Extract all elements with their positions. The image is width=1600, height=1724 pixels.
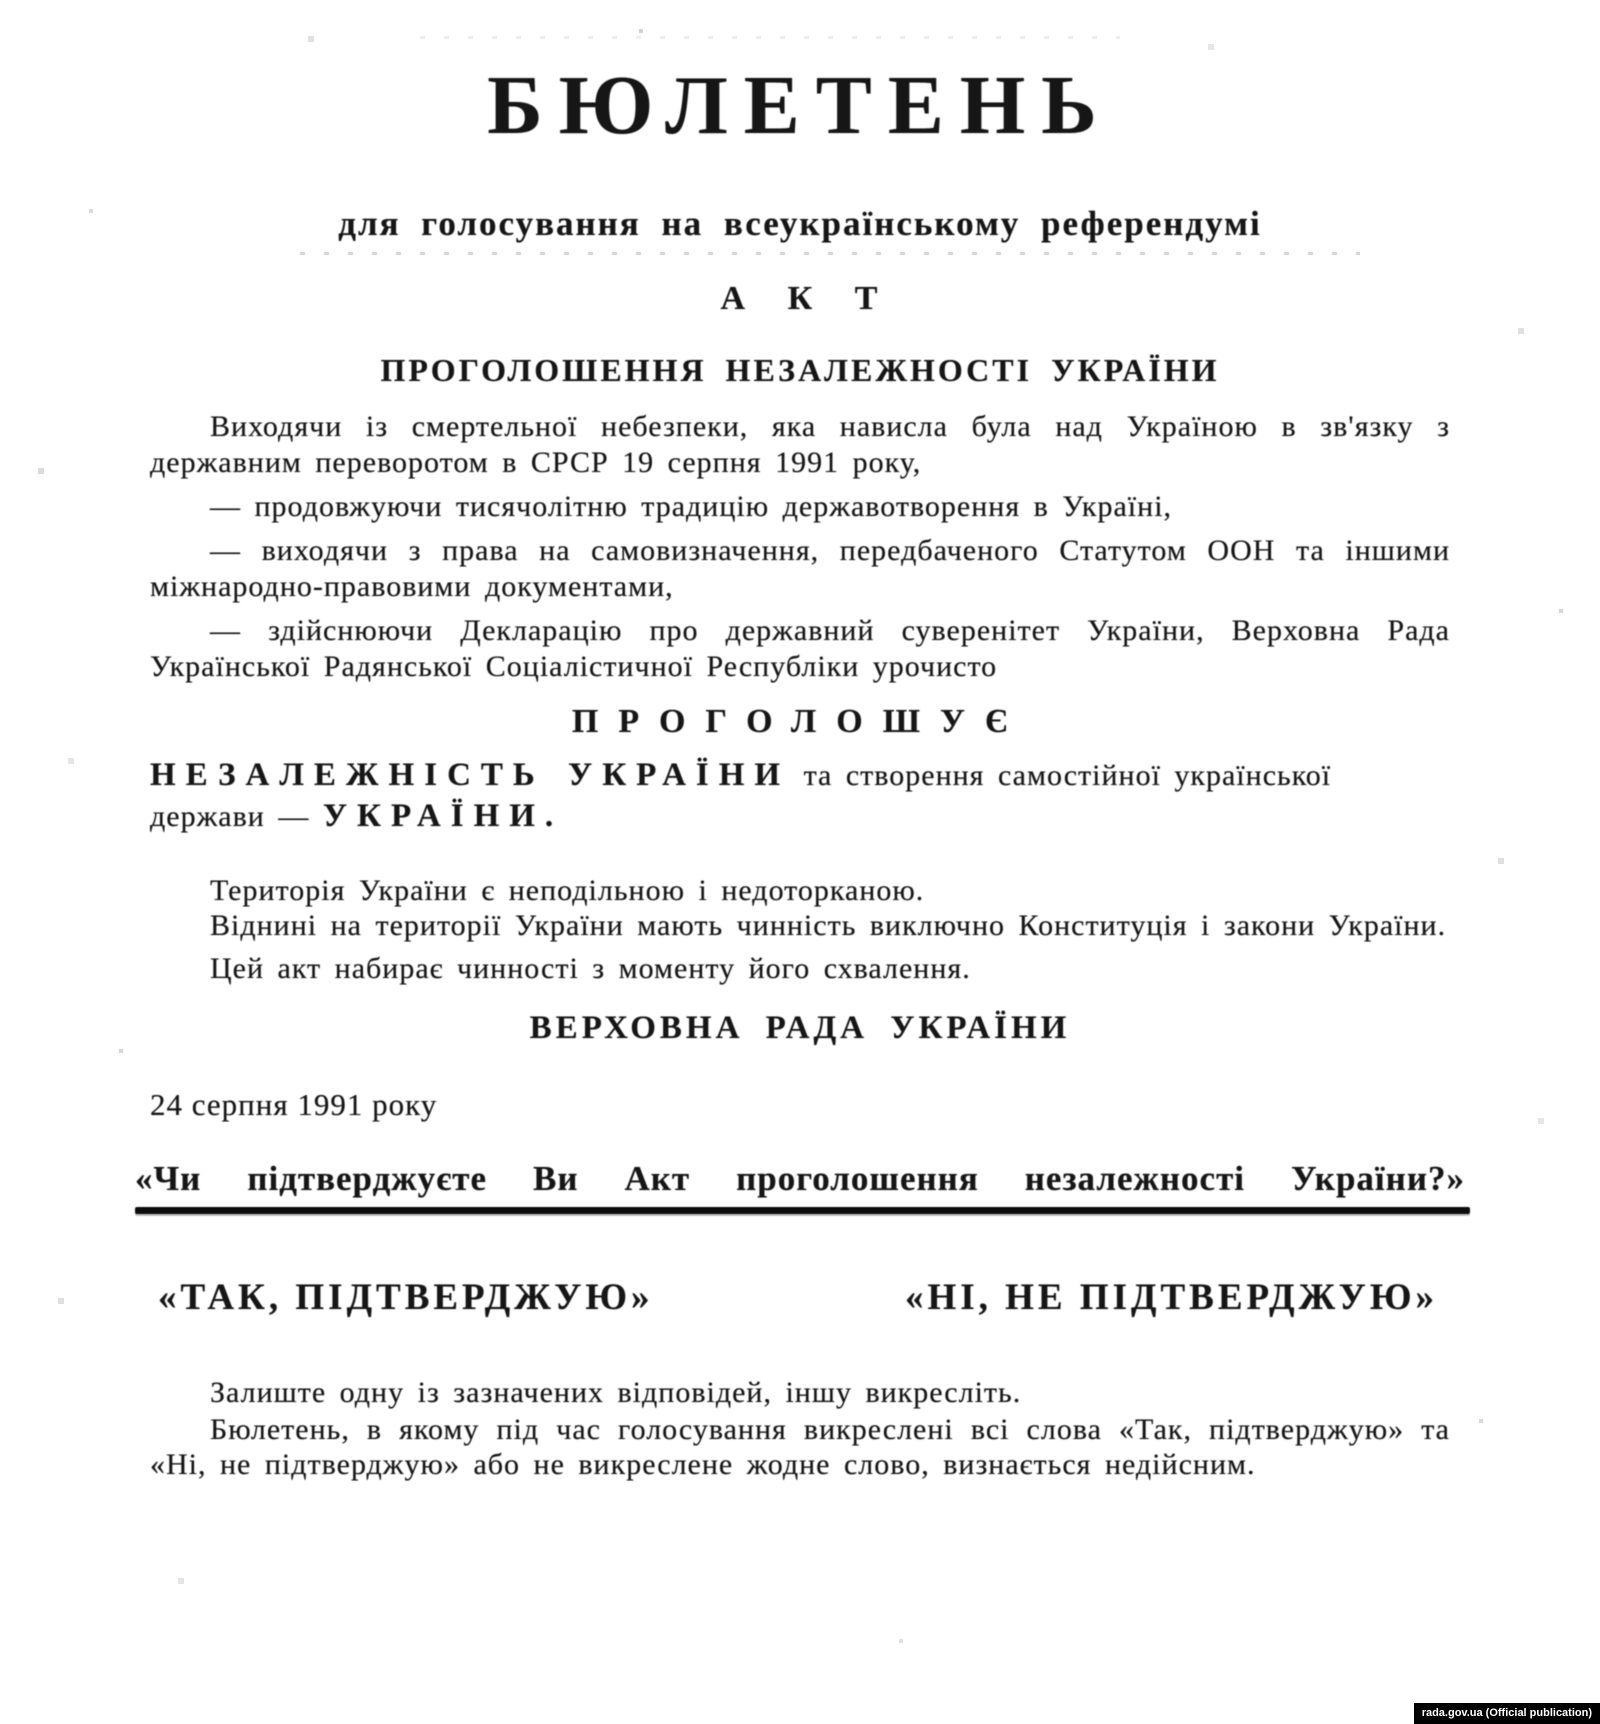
proclamation-continuation: та створення самостійної української	[803, 759, 1332, 792]
proclamation-line2: держави —	[150, 800, 310, 833]
proclamation-statement	[150, 755, 1450, 837]
article-paragraph: Територія України є неподільною і недоторканою.	[210, 874, 925, 907]
answer-yes: «ТАК, ПІДТВЕРДЖУЮ»	[158, 1277, 654, 1318]
preamble-paragraph: — продовжуючи тисячолітню традицію державотворення в Україні,	[210, 490, 1173, 523]
act-heading: А К Т	[720, 280, 880, 317]
instruction-paragraph: Залиште одну із зазначених відповідей, іншу викресліть.	[210, 1376, 1022, 1409]
document-content	[135, 0, 1465, 1482]
signature-line: ВЕРХОВНА РАДА УКРАЇНИ	[529, 1010, 1071, 1046]
proclamation-emphasis: НЕЗАЛЕЖНІСТЬ УКРАЇНИ	[150, 757, 791, 793]
document-title: БЮЛЕТЕНЬ	[487, 59, 1113, 152]
answer-no: «НІ, НЕ ПІДТВЕРДЖУЮ»	[904, 1277, 1438, 1318]
preamble-paragraph: — здійснюючи Декларацію про державний суверенітет України, Верховна Рада Української Радянської Соціалістичної Республіки урочисто	[150, 614, 1450, 683]
answer-options	[150, 1276, 1450, 1319]
referendum-question: «Чи підтверджуєте Ви Акт проголошення незалежності України?»	[135, 1159, 1465, 1198]
source-watermark: rada.gov.ua (Official publication)	[1414, 1703, 1600, 1724]
instructions-section	[150, 1375, 1450, 1482]
act-subheading: ПРОГОЛОШЕННЯ НЕЗАЛЕЖНОСТІ УКРАЇНИ	[380, 352, 1220, 388]
question-divider	[135, 1207, 1470, 1214]
document-subtitle: для голосування на всеукраїнському референдумі	[338, 204, 1262, 243]
article-paragraph: Віднині на території України мають чинність виключно Конституція і закони України.	[210, 909, 1447, 942]
article-paragraph: Цей акт набирає чинності з моменту його схвалення.	[210, 952, 971, 985]
preamble-paragraph: Виходячи із смертельної небезпеки, яка нависла була над Україною в зв'язку з державним переворотом в СРСР 19 серпня 1991 року,	[150, 410, 1450, 479]
instruction-paragraph: Бюлетень, в якому під час голосування викреслені всі слова «Так, підтверджую» та «Ні, не підтверджую» або не викреслене жодне слово, визнається недійсним.	[150, 1413, 1450, 1481]
preamble-section	[150, 409, 1450, 685]
date-line: 24 серпня 1991 року	[150, 1087, 438, 1122]
articles-section	[150, 873, 1450, 986]
proclaims-heading: ПРОГОЛОШУЄ	[571, 703, 1029, 740]
preamble-paragraph: — виходячи з права на самовизначення, передбаченого Статутом ООН та іншими міжнародно-правовими документами,	[150, 534, 1450, 603]
proclamation-emphasis: УКРАЇНИ.	[322, 798, 564, 834]
